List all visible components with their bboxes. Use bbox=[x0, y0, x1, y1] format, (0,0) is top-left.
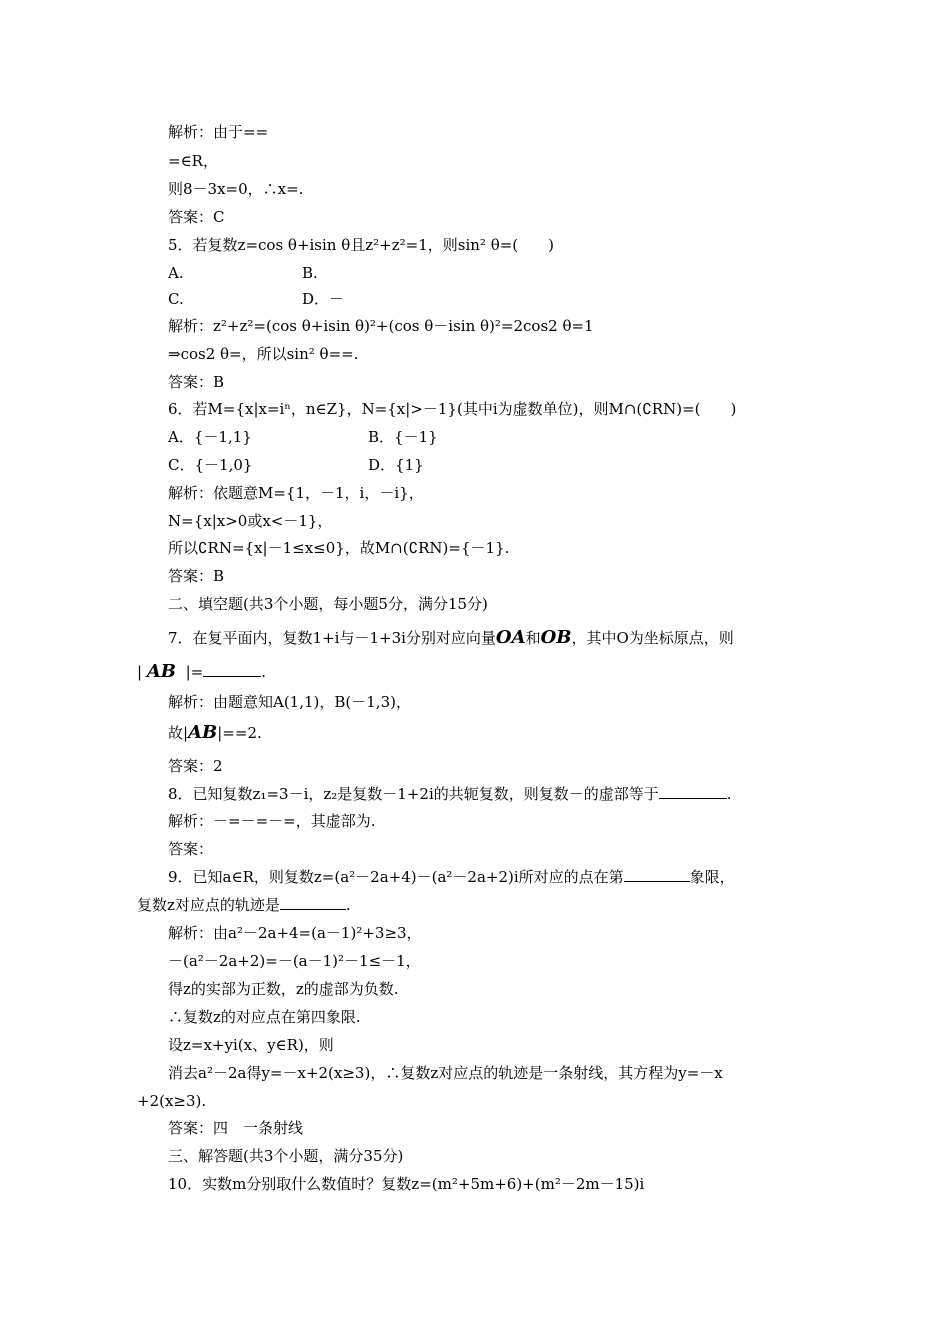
question-7-cont bbox=[137, 662, 266, 682]
period: . bbox=[345, 896, 351, 914]
period: . bbox=[726, 785, 732, 803]
solution-line: －(a²－2a+2)=－(a－1)²－1≤－1， bbox=[168, 952, 421, 970]
question-8 bbox=[168, 784, 732, 804]
option-d: D．－ bbox=[302, 290, 345, 308]
answer-line: 答案：C bbox=[168, 208, 225, 226]
question-text: ，其中O为坐标原点，则 bbox=[571, 629, 734, 647]
option-a: A. bbox=[168, 264, 184, 282]
solution-line: 解析：z²+z²=(cos θ+isin θ)²+(cos θ－isin θ)²=2cos2 θ=1 bbox=[168, 317, 594, 335]
option-c: C．{－1,0} bbox=[168, 456, 253, 474]
solution-text: 故| bbox=[168, 724, 189, 742]
answer-blank bbox=[203, 662, 261, 677]
question-6: 6．若M={x|x=iⁿ，n∈Z}，N={x|>－1}(其中i为虚数单位)，则M∩(∁RN)=( ) bbox=[168, 400, 737, 418]
question-9-cont bbox=[137, 895, 351, 915]
solution-line: 则8－3x=0，∴x=. bbox=[168, 180, 304, 198]
solution-line: 解析：由于== bbox=[168, 123, 269, 141]
option-a: A．{－1,1} bbox=[168, 428, 252, 446]
solution-line: 解析：依题意M={1，－1，i，－i}， bbox=[168, 484, 424, 502]
vector-ab: AB bbox=[146, 661, 177, 682]
solution-line: 消去a²－2a得y=－x+2(x≥3)，∴复数z对应点的轨迹是一条射线，其方程为y=－x bbox=[168, 1064, 723, 1082]
section-heading: 二、填空题(共3个小题，每小题5分，满分15分) bbox=[168, 595, 488, 613]
solution-line: +2(x≥3). bbox=[137, 1092, 207, 1110]
answer-blank bbox=[659, 784, 727, 799]
answer-blank bbox=[624, 867, 690, 882]
solution-line: 得z的实部为正数，z的虚部为负数. bbox=[168, 980, 399, 998]
solution-line: 设z=x+yi(x、y∈R)，则 bbox=[168, 1036, 334, 1054]
solution-line: 解析：由题意知A(1,1)，B(－1,3)， bbox=[168, 693, 411, 711]
section-heading: 三、解答题(共3个小题，满分35分) bbox=[168, 1147, 404, 1165]
solution-line: 所以∁RN={x|－1≤x≤0}，故M∩(∁RN)={－1}. bbox=[168, 539, 510, 557]
solution-line: 解析：由a²－2a+4=(a－1)²+3≥3， bbox=[168, 924, 422, 942]
abs-bar: | bbox=[137, 663, 143, 681]
answer-line: 答案： bbox=[168, 840, 214, 858]
solution-line bbox=[168, 723, 262, 743]
question-text: 象限， bbox=[689, 868, 735, 886]
question-text: 9．已知a∈R，则复数z=(a²－2a+4)－(a²－2a+2)i所对应的点在第 bbox=[168, 868, 624, 886]
answer-line: 答案：2 bbox=[168, 757, 223, 775]
question-text: 7．在复平面内，复数1+i与－1+3i分别对应向量 bbox=[168, 629, 496, 647]
solution-text: |==2. bbox=[217, 724, 262, 742]
question-9 bbox=[168, 867, 735, 887]
solution-line: ∴复数z的对应点在第四象限. bbox=[168, 1008, 361, 1026]
solution-line: ⇒cos2 θ=，所以sin² θ==. bbox=[168, 345, 359, 363]
solution-line: N={x|x>0或x<－1}， bbox=[168, 512, 333, 530]
answer-line: 答案：B bbox=[168, 373, 225, 391]
question-10: 10．实数m分别取什么数值时？复数z=(m²+5m+6)+(m²－2m－15)i bbox=[168, 1175, 645, 1193]
solution-line: =∈R， bbox=[168, 152, 218, 170]
question-5: 5．若复数z=cos θ+isin θ且z²+z²=1，则sin² θ=( ) bbox=[168, 236, 555, 254]
vector-oa: OA bbox=[495, 627, 526, 648]
answer-line: 答案：B bbox=[168, 567, 225, 585]
option-b: B．{－1} bbox=[368, 428, 438, 446]
vector-ab: AB bbox=[188, 722, 218, 743]
vector-ob: OB bbox=[540, 627, 572, 648]
answer-line: 答案：四 一条射线 bbox=[168, 1119, 304, 1137]
abs-bar: |= bbox=[185, 663, 204, 681]
question-text: 复数z对应点的轨迹是 bbox=[137, 896, 280, 914]
question-text: 和 bbox=[525, 629, 541, 647]
answer-blank bbox=[280, 895, 346, 910]
period: . bbox=[261, 663, 266, 681]
question-text: 8．已知复数z₁=3－i，z₂是复数－1+2i的共轭复数，则复数－的虚部等于 bbox=[168, 785, 659, 803]
option-c: C. bbox=[168, 290, 184, 308]
option-b: B. bbox=[302, 264, 318, 282]
question-7 bbox=[168, 628, 734, 648]
option-d: D．{1} bbox=[368, 456, 424, 474]
solution-line: 解析：－=－=－=，其虚部为. bbox=[168, 812, 376, 830]
